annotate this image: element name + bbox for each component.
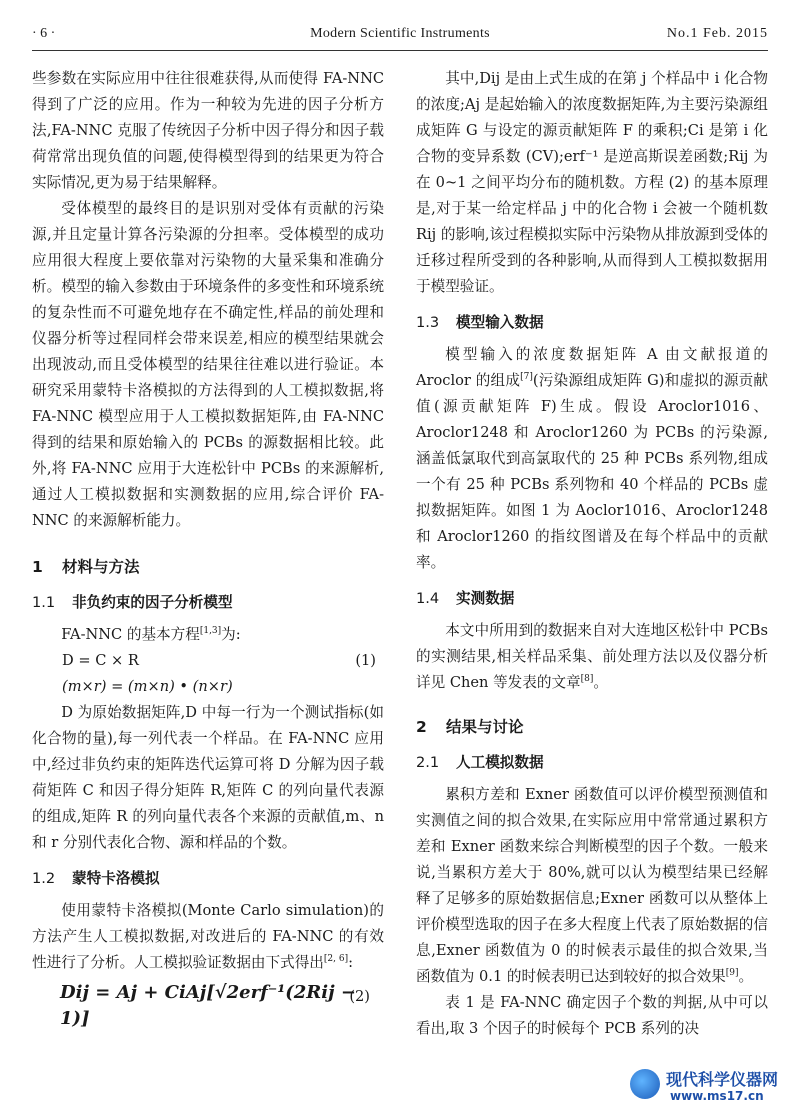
subsection-heading xyxy=(32,866,384,892)
subsection-title: 蒙特卡洛模拟 xyxy=(72,870,160,887)
subsection-number: 1.2 xyxy=(32,870,56,887)
paragraph: 本文中所用到的数据来自对大连地区松针中 PCBs 的实测结果,相关样品采集、前处理方法以及仪器分析详见 Chen 等发表的文章[8]。 xyxy=(416,622,768,691)
subsection-number: 1.1 xyxy=(32,594,56,611)
subsection-heading xyxy=(416,586,768,612)
section-number: 2 xyxy=(416,718,427,736)
paragraph: 模型输入的浓度数据矩阵 A 由文献报道的 Aroclor 的组成[7](污染源组成矩阵 G)和虚拟的源贡献值(源贡献矩阵 F)生成。假设 Aroclor1016、Aroclor1248 和 Aroclor1260 为 PCBs 的污染源,涵盖低氯取代到高氯取代的 25 种 PCBs 系列物,组成一个有 25 种 PCBs 系列物和 40 个样品的 PCBs 虚拟数据矩阵。如图 1 为 Aoclor1016、Aroclor1248 和 Aroclor1260 的指纹图谱及在每个样品中的贡献率。 xyxy=(416,346,769,571)
subsection-title: 实测数据 xyxy=(456,590,515,607)
citation: [2, 6] xyxy=(323,954,349,965)
paragraph: 累积方差和 Exner 函数值可以评价模型预测值和实测值之间的拟合效果,在实际应用中常常通过累积方差和 Exner 函数来综合判断模型的因子个数。一般来说,当累积方差大于 80%,就可以认为模型结果已经解释了足够多的原始数据信息;Exner 函数可以从整体上评价模型选取的因子在多大程度上代表了原始数据的信息,Exner 函数值为 0 的时候表示最佳的拟合效果,当函数值为 0.1 的时候表明已达到较好的拟合效果[9]。 xyxy=(416,786,768,985)
subsection-title: 人工模拟数据 xyxy=(456,754,544,771)
paragraph: 些参数在实际应用中往往很难获得,从而使得 FA-NNC 得到了广泛的应用。作为一种较为先进的因子分析方法,FA-NNC 克服了传统因子分析中因子得分和因子载荷常常出现负值的问题,使得模型得到的结果更为符合实际情况,更为易于结果解释。 xyxy=(32,70,384,191)
paragraph: 其中,Dij 是由上式生成的在第 j 个样品中 i 化合物的浓度;Aj 是起始输入的浓度数据矩阵,为主要污染源组成矩阵 G 与设定的源贡献矩阵 F 的乘积;Ci 是第 i 化合物的变异系数 (CV);erf⁻¹ 是逆高斯误差函数;Rij 为在 0~1 之间平均分布的随机数。方程 (2) 的基本原理是,对于某一给定样品 j 中的化合物 i 会被一个随机数 Rij 的影响,该过程模拟实际中污染物从排放源到受体的迁移过程所受到的各种影响,从而得到人工模拟数据用于模型验证。 xyxy=(416,70,768,295)
equation-number: (1) xyxy=(355,652,376,669)
header-rule xyxy=(32,50,768,51)
section-heading xyxy=(416,714,768,740)
section-heading xyxy=(32,554,384,580)
subsection-heading xyxy=(416,750,768,776)
watermark-url: www.ms17.cn xyxy=(670,1089,764,1103)
paragraph: 使用蒙特卡洛模拟(Monte Carlo simulation)的方法产生人工模拟数据,对改进后的 FA-NNC 的有效性进行了分析。人工模拟验证数据由下式得出[2, 6]: xyxy=(32,902,384,971)
subsection-heading xyxy=(32,590,384,616)
equation-1 xyxy=(32,648,384,674)
left-column xyxy=(32,66,384,1029)
subsection-title: 非负约束的因子分析模型 xyxy=(72,594,233,611)
paragraph: FA-NNC 的基本方程[1,3]为: xyxy=(61,626,241,643)
subsection-title: 模型输入数据 xyxy=(456,314,544,331)
equation-1-dims xyxy=(32,674,384,700)
equation-number: (2) xyxy=(349,988,370,1005)
watermark xyxy=(630,1065,790,1109)
citation: [1,3] xyxy=(199,626,222,637)
subsection-heading xyxy=(416,310,768,336)
equation-dims: (m×r) = (m×n) • (n×r) xyxy=(62,678,233,695)
subsection-number: 1.3 xyxy=(416,314,440,331)
issue-info: No.1 Feb. 2015 xyxy=(666,26,768,41)
journal-title: Modern Scientific Instruments xyxy=(310,26,490,41)
right-column xyxy=(416,66,768,1042)
watermark-logo-icon xyxy=(630,1069,660,1099)
page-header xyxy=(32,24,768,46)
equation-body: D = C × R xyxy=(62,652,139,669)
watermark-title: 现代科学仪器网 xyxy=(666,1070,779,1089)
equation-body: Dij = Aj + CiAj[√2erf⁻¹(2Rij − 1)] xyxy=(60,982,356,1029)
subsection-number: 2.1 xyxy=(416,754,440,771)
section-title: 结果与讨论 xyxy=(446,718,524,736)
section-number: 1 xyxy=(32,558,43,576)
section-title: 材料与方法 xyxy=(62,558,140,576)
paragraph: D 为原始数据矩阵,D 中每一行为一个测试指标(如化合物的量),每一列代表一个样品。在 FA-NNC 应用中,经过非负约束的矩阵迭代运算可将 D 分解为因子载荷矩阵 C 和因子得分矩阵 R,矩阵 C 的列向量代表源的组成,矩阵 R 的列向量代表各个来源的贡献值,m、n 和 r 分别代表化合物、源和样品的个数。 xyxy=(32,704,384,851)
citation: [9] xyxy=(725,968,739,979)
page-number: · 6 · xyxy=(32,26,56,41)
subsection-number: 1.4 xyxy=(416,590,440,607)
paragraph: 受体模型的最终目的是识别对受体有贡献的污染源,并且定量计算各污染源的分担率。受体模型的成功应用很大程度上要依靠对污染物的大量采集和准确分析。模型的输入参数由于环境条件的多变性和环境系统的复杂性而不可避免地存在不确定性,样品的前处理和仪器分析等过程同样会带来误差,相应的模型结果就会出现波动,而且受体模型的结果往往难以进行验证。本研究采用蒙特卡洛模拟的方法得到的人工模拟数据,将 FA-NNC 模型应用于人工模拟数据矩阵,由 FA-NNC 得到的结果和原始输入的 PCBs 的源数据相比较。此外,将 FA-NNC 应用于大连松针中 PCBs 的来源解析,通过人工模拟数据和实测数据的应用,综合评价 FA-NNC 的来源解析能力。 xyxy=(32,200,384,529)
equation-2 xyxy=(32,978,384,1029)
citation: [7] xyxy=(520,372,533,383)
paragraph: 表 1 是 FA-NNC 确定因子个数的判据,从中可以看出,取 3 个因子的时候每个 PCB 系列的决 xyxy=(416,994,768,1037)
citation: [8] xyxy=(580,674,594,685)
